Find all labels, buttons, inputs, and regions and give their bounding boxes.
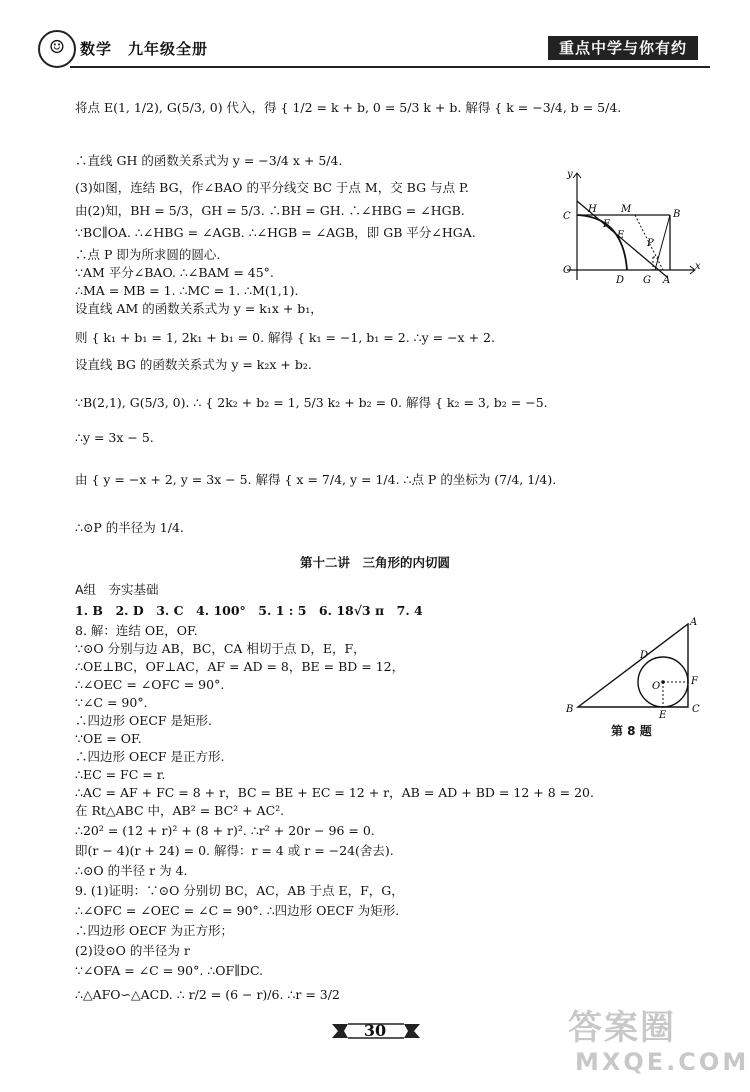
fig1-label: y	[567, 169, 573, 180]
text-line: 则 { k₁ + b₁ = 1, 2k₁ + b₁ = 0. 解得 { k₁ = −1, b₁ = 2. ∴y = −x + 2.	[75, 330, 495, 345]
incircle-figure	[558, 612, 708, 720]
fig2-label: B	[566, 704, 574, 715]
text-line: ∴⊙O 的半径 r 为 4.	[75, 863, 188, 878]
text-line: ∴EC = FC = r.	[75, 767, 166, 782]
watermark-url: MXQE.COM	[575, 1048, 750, 1076]
fig1-label: P	[647, 238, 654, 249]
text-line: 将点 E(1, 1/2), G(5/3, 0) 代入，得 { 1/2 = k + b, 0 = 5/3 k + b. 解得 { k = −3/4, b = 5/4.	[75, 100, 622, 115]
text-line: ∵BC∥OA. ∴∠HBG = ∠AGB. ∴∠HGB = ∠AGB，即 GB 平分∠HGA.	[75, 225, 476, 240]
subject-title: 数学 九年级全册	[80, 40, 209, 58]
brand-banner: 重点中学与你有约	[548, 36, 698, 60]
text-line: (3)如图，连结 BG，作∠BAO 的平分线交 BC 于点 M，交 BG 与点 P.	[75, 180, 469, 195]
text-line: ∵⊙O 分别与边 AB，BC，CA 相切于点 D，E，F，	[75, 641, 366, 656]
fig1-label: C	[563, 211, 571, 222]
fig1-label: F	[603, 219, 610, 230]
text-line: ∴四边形 OECF 为正方形；	[75, 923, 234, 938]
header-rule	[70, 66, 710, 68]
fig1-label: M	[621, 204, 632, 215]
text-line: ∴20² = (12 + r)² + (8 + r)². ∴r² + 20r − 96 = 0.	[75, 823, 375, 838]
text-line: (2)设⊙O 的半径为 r	[75, 943, 190, 958]
text-line: 由(2)知，BH = 5/3，GH = 5/3. ∴BH = GH. ∴∠HBG = ∠HGB.	[75, 203, 465, 218]
text-line: ∴⊙P 的半径为 1/4.	[75, 520, 184, 535]
section-title: 第十二讲 三角形的内切圆	[299, 555, 450, 570]
fig2-label: A	[690, 617, 698, 628]
page-number: 30	[363, 1021, 387, 1040]
text-line: ∴OE⊥BC，OF⊥AC，AF = AD = 8，BE = BD = 12，	[75, 659, 405, 674]
text-line: ∴∠OFC = ∠OEC = ∠C = 90°. ∴四边形 OECF 为矩形.	[75, 903, 400, 918]
text-line: 设直线 AM 的函数关系式为 y = k₁x + b₁，	[75, 301, 323, 316]
coordinate-figure	[555, 165, 705, 285]
text-line: 8. 解：连结 OE，OF.	[75, 623, 198, 638]
watermark-logo: 答案圈	[568, 1008, 676, 1048]
page-header	[0, 0, 750, 70]
text-line: ∵AM 平分∠BAO. ∴∠BAM = 45°.	[75, 265, 274, 280]
text-line: ∵OE = OF.	[75, 731, 142, 746]
fig1-label: O	[563, 265, 572, 276]
text-line: 设直线 BG 的函数关系式为 y = k₂x + b₂.	[75, 357, 312, 372]
fig1-label: H	[588, 204, 597, 215]
fig2-label: E	[659, 710, 667, 720]
fig2-label: F	[691, 676, 698, 687]
text-line: ∵∠C = 90°.	[75, 695, 148, 710]
fig1-label: D	[616, 275, 625, 285]
text-line: ∵∠OFA = ∠C = 90°. ∴OF∥DC.	[75, 963, 264, 978]
answer-line: 1. B 2. D 3. C 4. 100° 5. 1 : 5 6. 18√3 π 7. 4	[75, 603, 423, 618]
figure-caption: 第 8 题	[611, 724, 652, 738]
text-line: ∴四边形 OECF 是矩形.	[75, 713, 213, 728]
text-line: 即(r − 4)(r + 24) = 0. 解得：r = 4 或 r = −24(舍去).	[75, 843, 394, 858]
text-line: ∴点 P 即为所求圆的圆心.	[75, 247, 221, 262]
group-heading: A组 夯实基础	[75, 582, 159, 597]
fig2-label: D	[640, 650, 649, 661]
text-line: ∴MA = MB = 1. ∴MC = 1. ∴M(1,1).	[75, 283, 299, 298]
fig1-label: x	[695, 261, 701, 272]
text-line: ∴直线 GH 的函数关系式为 y = −3/4 x + 5/4.	[75, 153, 343, 168]
fig2-label: O	[652, 681, 661, 692]
fig1-label: A	[663, 275, 671, 285]
text-line: ∴四边形 OECF 是正方形.	[75, 749, 225, 764]
text-line: 在 Rt△ABC 中，AB² = BC² + AC².	[75, 803, 285, 818]
text-line: 9. (1)证明：∵⊙O 分别切 BC，AC，AB 于点 E，F，G，	[75, 883, 404, 898]
logo-icon: ☺	[38, 30, 76, 68]
text-line: ∴y = 3x − 5.	[75, 430, 154, 445]
text-line: ∴AC = AF + FC = 8 + r，BC = BE + EC = 12 + r，AB = AD + BD = 12 + 8 = 20.	[75, 785, 594, 800]
fig1-label: E	[617, 230, 625, 241]
fig1-label: G	[643, 275, 651, 285]
text-line: ∴△AFO∽△ACD. ∴ r/2 = (6 − r)/6. ∴r = 3/2	[75, 987, 340, 1002]
fig2-label: C	[692, 704, 700, 715]
fig1-label: B	[673, 209, 681, 220]
text-line: ∴∠OEC = ∠OFC = 90°.	[75, 677, 225, 692]
text-line: 由 { y = −x + 2, y = 3x − 5. 解得 { x = 7/4, y = 1/4. ∴点 P 的坐标为 (7/4, 1/4).	[75, 472, 557, 487]
text-line: ∵B(2,1), G(5/3, 0). ∴ { 2k₂ + b₂ = 1, 5/3 k₂ + b₂ = 0. 解得 { k₂ = 3, b₂ = −5.	[75, 395, 548, 410]
